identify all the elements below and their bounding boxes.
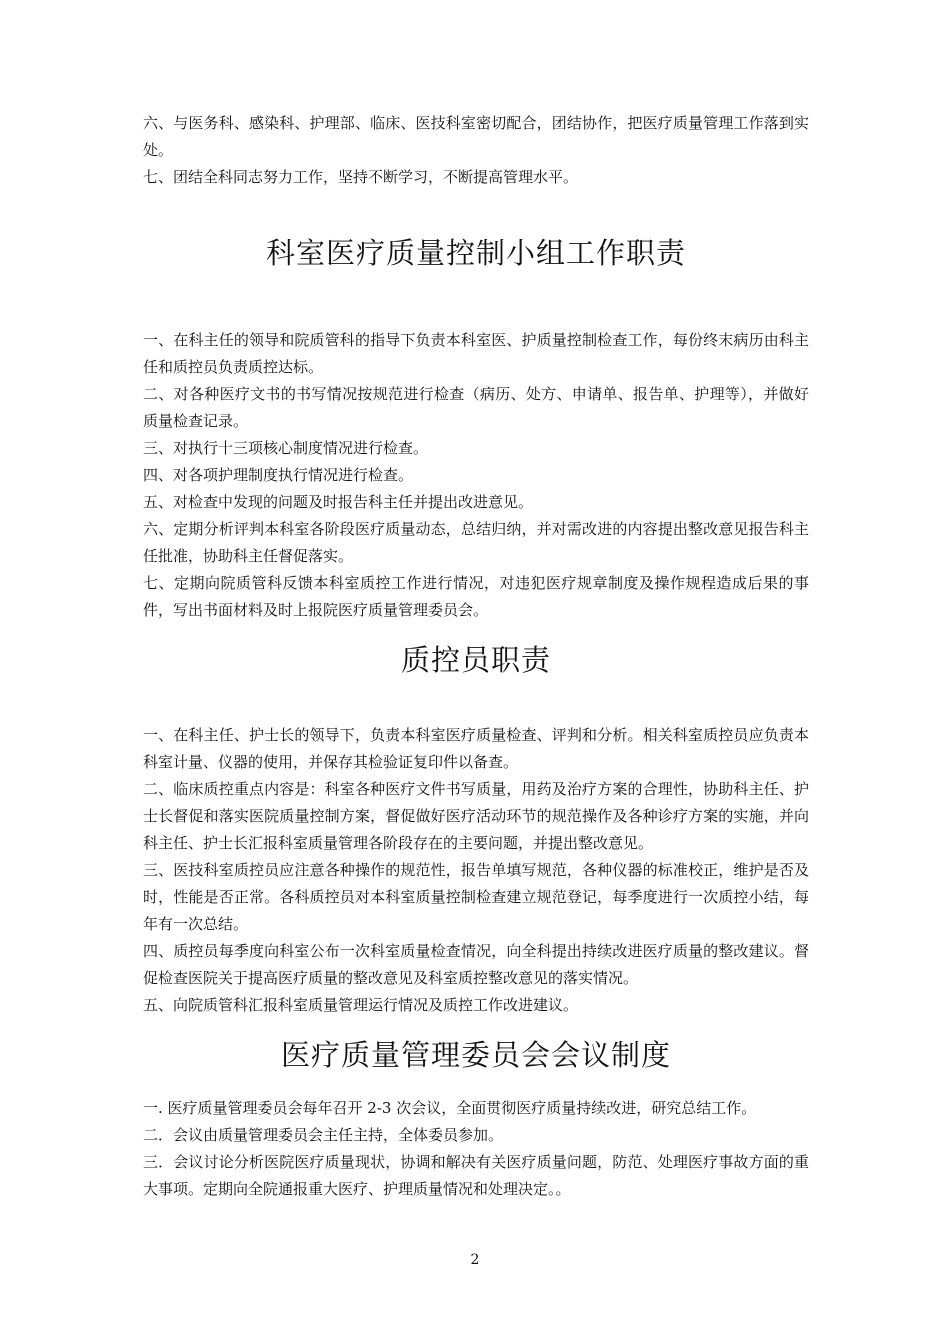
paragraph: 五、向院质管科汇报科室质量管理运行情况及质控工作改进建议。 — [143, 996, 579, 1014]
section-title: 科室医疗质量控制小组工作职责 — [265, 236, 686, 270]
paragraph: 四、质控员每季度向科室公布一次科室质量检查情况，向全科提出持续改进医疗质量的整改建议。督促检查医院关于提高医疗质量的整改意见及科室质控整改意见的落实情况。 — [143, 942, 809, 987]
paragraph: 四、对各项护理制度执行情况进行检查。 — [143, 466, 414, 484]
paragraph: 五、对检查中发现的问题及时报告科主任并提出改进意见。 — [143, 493, 534, 511]
paragraph: 二．会议由质量管理委员会主任主持，全体委员参加。 — [143, 1126, 504, 1144]
paragraph: 一、在科主任的领导和院质管科的指导下负责本科室医、护质量控制检查工作，每份终末病历由科主任和质控员负责质控达标。 — [143, 331, 809, 376]
section-title: 质控员职责 — [400, 643, 551, 677]
section-title: 医疗质量管理委员会会议制度 — [280, 1038, 671, 1072]
paragraph: 七、定期向院质管科反馈本科室质控工作进行情况，对违犯医疗规章制度及操作规程造成后果的事件，写出书面材料及时上报院医疗质量管理委员会。 — [143, 574, 809, 619]
paragraph: 一、在科主任、护士长的领导下，负责本科室医疗质量检查、评判和分析。相关科室质控员应负责本科室计量、仪器的使用，并保存其检验证复印件以备查。 — [143, 726, 809, 771]
paragraph: 二、对各种医疗文书的书写情况按规范进行检查（病历、处方、申请单、报告单、护理等），并做好质量检查记录。 — [143, 385, 809, 430]
intro-block — [143, 110, 809, 191]
paragraph: 六、定期分析评判本科室各阶段医疗质量动态，总结归纳，并对需改进的内容提出整改意见报告科主任批准，协助科主任督促落实。 — [143, 520, 809, 565]
page-number: 2 — [470, 1252, 480, 1268]
paragraph: 六、与医务科、感染科、护理部、临床、医技科室密切配合，团结协作，把医疗质量管理工作落到实处。 — [143, 114, 809, 159]
paragraph: 三．会议讨论分析医院医疗质量现状，协调和解决有关医疗质量问题，防范、处理医疗事故方面的重大事项。定期向全院通报重大医疗、护理质量情况和处理决定。。 — [143, 1153, 809, 1198]
paragraph: 七、团结全科同志努力工作，坚持不断学习，不断提高管理水平。 — [143, 168, 579, 186]
document-body — [143, 110, 809, 1203]
section-quality-control-group — [143, 233, 809, 624]
paragraph: 一. 医疗质量管理委员会每年召开 2-3 次会议，全面贯彻医疗质量持续改进，研究总结工作。 — [143, 1099, 757, 1117]
paragraph: 二、临床质控重点内容是：科室各种医疗文件书写质量，用药及治疗方案的合理性，协助科主任、护士长督促和落实医院质量控制方案，督促做好医疗活动环节的规范操作及各种诊疗方案的实施，并向科主任、护士长汇报科室质量管理各阶段存在的主要问题，并提出整改意见。 — [143, 780, 809, 852]
paragraph: 三、医技科室质控员应注意各种操作的规范性，报告单填写规范，各种仪器的标准校正，维护是否及时，性能是否正常。各科质控员对本科室质量控制检查建立规范登记，每季度进行一次质控小结，每年有一次总结。 — [143, 861, 809, 933]
section-committee-meeting-rules — [143, 1035, 809, 1203]
section-quality-controller-duties — [143, 640, 809, 1019]
paragraph: 三、对执行十三项核心制度情况进行检查。 — [143, 439, 429, 457]
